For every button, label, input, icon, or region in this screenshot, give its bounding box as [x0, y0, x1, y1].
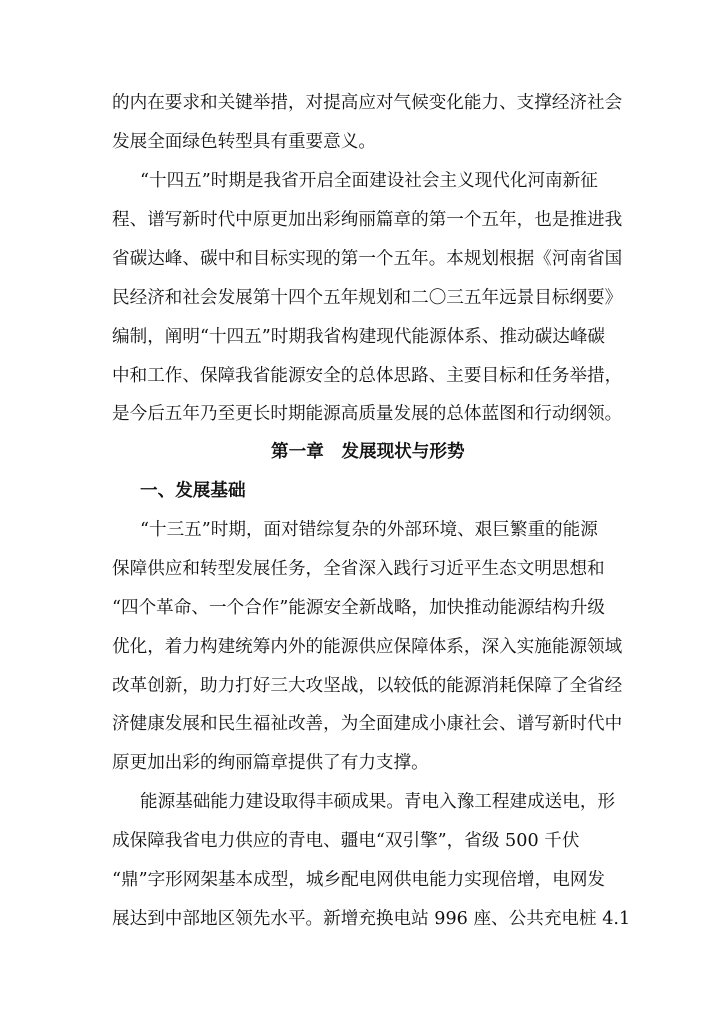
text-line: 展达到中部地区领先水平。新增充换电站 996 座、公共充电桩 4.1 — [112, 909, 631, 929]
text-line: 济健康发展和民生福祉改善，为全面建成小康社会、谱写新时代中 — [112, 714, 623, 734]
text-line: 发展全面绿色转型具有重要意义。 — [112, 132, 376, 152]
text-line: “十四五”时期是我省开启全面建设社会主义现代化河南新征 — [140, 171, 598, 191]
text-line: “四个革命、一个合作”能源安全新战略，加快推动能源结构升级 — [112, 598, 606, 618]
text-line: 能源基础能力建设取得丰硕成果。青电入豫工程建成送电，形 — [140, 792, 616, 812]
text-line: 省碳达峰、碳中和目标实现的第一个五年。本规划根据《河南省国 — [112, 249, 623, 269]
text-line: 原更加出彩的绚丽篇章提供了有力支撑。 — [112, 753, 429, 773]
text-line: 程、谱写新时代中原更加出彩绚丽篇章的第一个五年，也是推进我 — [112, 210, 623, 230]
text-line: 是今后五年乃至更长时期能源高质量发展的总体蓝图和行动纲领。 — [112, 404, 623, 424]
text-line: 民经济和社会发展第十四个五年规划和二〇三五年远景目标纲要》 — [112, 288, 623, 308]
text-line: 编制，阐明“十四五”时期我省构建现代能源体系、推动碳达峰碳 — [112, 327, 606, 347]
text-line: 的内在要求和关键举措，对提高应对气候变化能力、支撑经济社会 — [112, 93, 623, 113]
text-line: 改革创新，助力打好三大攻坚战，以较低的能源消耗保障了全省经 — [112, 676, 623, 696]
text-line: “十三五”时期，面对错综复杂的外部环境、艰巨繁重的能源 — [140, 520, 598, 540]
text-line: 保障供应和转型发展任务，全省深入践行习近平生态文明思想和 — [112, 559, 605, 579]
text-line: 中和工作、保障我省能源安全的总体思路、主要目标和任务举措， — [112, 366, 623, 386]
text-line: 优化，着力构建统筹内外的能源供应保障体系，深入实施能源领域 — [112, 637, 623, 657]
text-line: 成保障我省电力供应的青电、疆电“双引擎”，省级 500 千伏 — [112, 831, 580, 851]
section-title: 一、发展基础 — [140, 481, 246, 501]
text-line: “鼎”字形网架基本成型，城乡配电网供电能力实现倍增，电网发 — [112, 870, 606, 890]
chapter-title: 第一章 发展现状与形势 — [271, 442, 465, 462]
